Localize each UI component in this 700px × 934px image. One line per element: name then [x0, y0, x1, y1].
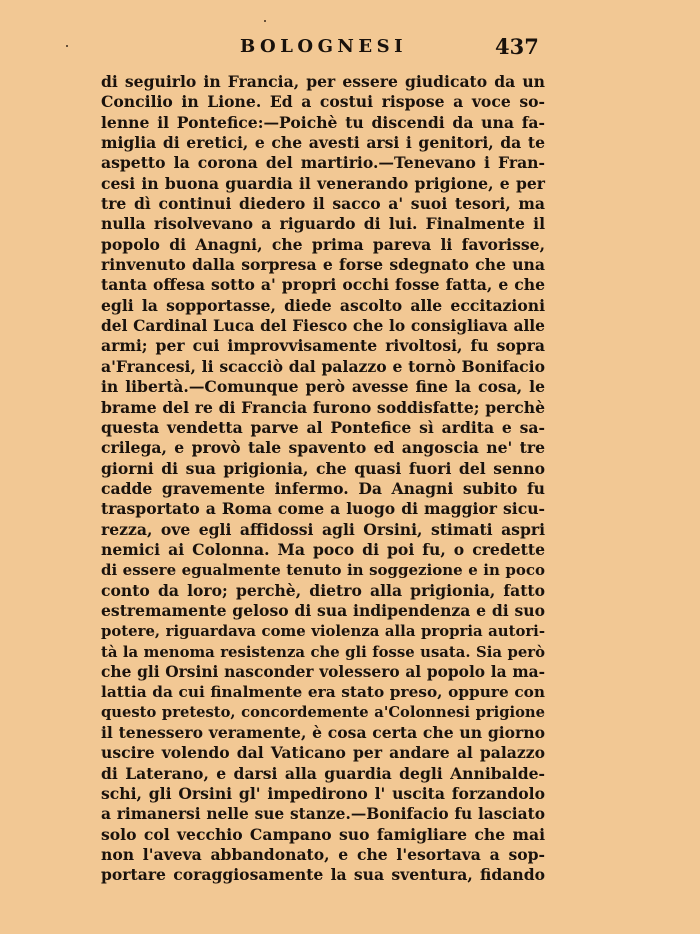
text-line: a'Francesi, li scacciò dal palazzo e tornò Bonifacio: [101, 356, 545, 376]
running-head: [0, 36, 700, 62]
text-line: miglia di eretici, e che avesti arsi i genitori, da te: [101, 133, 545, 153]
text-line: questa vendetta parve al Pontefice sì ardita e sa-: [101, 417, 545, 437]
text-line: lattia da cui finalmente era stato preso, oppure con: [101, 683, 545, 702]
text-line: egli la sopportasse, diede ascolto alle eccitazioni: [101, 295, 545, 315]
body-text: [101, 72, 545, 886]
text-line: estremamente geloso di sua indipendenza e di suo: [101, 600, 545, 620]
text-line: brame del re di Francia furono soddisfatte; perchè: [101, 397, 545, 417]
text-line: conto da loro; perchè, dietro alla prigionia, fatto: [101, 580, 545, 600]
text-line: tanta offesa sotto a' propri occhi fosse fatta, e che: [101, 275, 545, 295]
text-line: di seguirlo in Francia, per essere giudicato da un: [101, 72, 545, 91]
text-line: il tenessero veramente, è cosa certa che un giorno: [101, 723, 545, 742]
text-line: crilega, e provò tale spavento ed angoscia ne' tre: [101, 438, 545, 458]
text-line: di essere egualmente tenuto in soggezione e in poco: [101, 561, 545, 580]
text-line: cesi in buona guardia il venerando prigione, e per: [101, 173, 545, 193]
text-line: trasportato a Roma come a luogo di maggior sicu-: [101, 499, 545, 519]
text-line: tà la menoma resistenza che gli fosse usata. Sia però: [101, 642, 545, 661]
text-line: cadde gravemente infermo. Da Anagni subito fu: [101, 478, 545, 498]
text-line: giorni di sua prigionia, che quasi fuori del senno: [101, 458, 545, 478]
text-line: solo col vecchio Campano suo famigliare che mai: [101, 824, 545, 844]
print-speck: [264, 20, 266, 22]
text-line: questo pretesto, concordemente a'Colonnesi prigione: [101, 703, 545, 721]
page-number: 437: [495, 34, 539, 59]
text-line: rinvenuto dalla sorpresa e forse sdegnato che una: [101, 255, 545, 275]
text-line: armi; per cui improvvisamente rivoltosi, fu sopra: [101, 336, 545, 356]
text-line: Concilio in Lione. Ed a costui rispose a voce so-: [101, 92, 545, 112]
text-line: nulla risolvevano a riguardo di lui. Finalmente il: [101, 214, 545, 234]
text-line: del Cardinal Luca del Fiesco che lo consigliava alle: [101, 317, 545, 336]
text-line: popolo di Anagni, che prima pareva li favorisse,: [101, 234, 545, 254]
text-line: uscire volendo dal Vaticano per andare al palazzo: [101, 743, 545, 763]
text-line: di Laterano, e darsi alla guardia degli Annibalde-: [101, 763, 545, 783]
text-line: aspetto la corona del martirio.—Tenevano i Fran-: [101, 153, 545, 173]
text-line: schi, gli Orsini gl' impedirono l' uscita forzandolo: [101, 784, 545, 804]
running-title: BOLOGNESI: [240, 36, 408, 57]
text-line: non l'aveva abbandonato, e che l'esortava a sop-: [101, 845, 545, 865]
text-line: potere, riguardava come violenza alla propria autori-: [101, 622, 545, 641]
text-line: rezza, ove egli affidossi agli Orsini, stimati aspri: [101, 519, 545, 539]
text-line: nemici ai Colonna. Ma poco di poi fu, o credette: [101, 539, 545, 559]
text-line: lenne il Pontefice:—Poichè tu discendi da una fa-: [101, 112, 545, 132]
text-line: tre dì continui diedero il sacco a' suoi tesori, ma: [101, 194, 545, 214]
text-line: portare coraggiosamente la sua sventura, fidando: [101, 865, 545, 885]
text-line: in libertà.—Comunque però avesse fine la cosa, le: [101, 377, 545, 397]
print-speck: [66, 45, 68, 47]
text-line: a rimanersi nelle sue stanze.—Bonifacio fu lasciato: [101, 805, 545, 824]
text-line: che gli Orsini nasconder volessero al popolo la ma-: [101, 662, 545, 681]
